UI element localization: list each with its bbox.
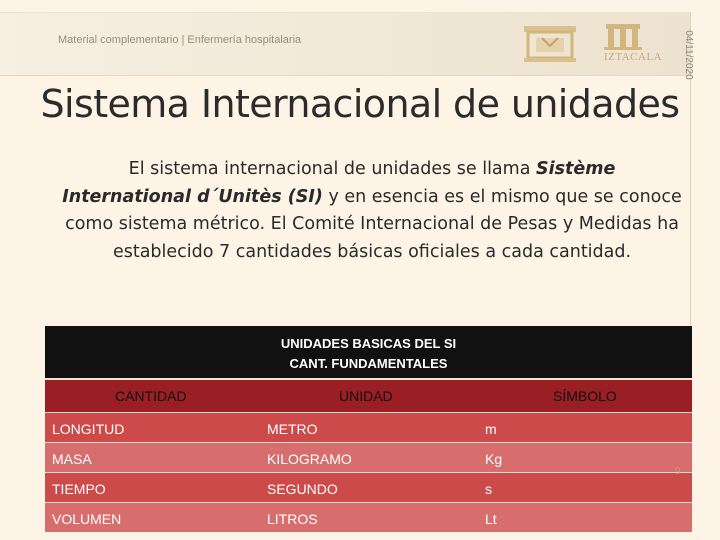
page-number: 9	[675, 466, 681, 477]
body-text-emphasis: Sistème International d´Unitès (SI)	[62, 159, 616, 207]
si-units-table	[45, 326, 692, 532]
table-row	[45, 472, 692, 502]
cell-unidad: SEGUNDO	[267, 481, 338, 497]
cell-simbolo: s	[485, 481, 492, 497]
cell-simbolo: m	[485, 421, 497, 437]
table-column-header	[45, 378, 692, 412]
cell-cantidad: LONGITUD	[52, 421, 125, 437]
iztacala-label: IZTACALA	[604, 51, 663, 63]
column-header-unidad: UNIDAD	[339, 388, 393, 404]
table-row	[45, 412, 692, 442]
table-title-line-2: CANT. FUNDAMENTALES	[289, 356, 448, 371]
table-title	[45, 326, 692, 378]
slide-date: 04/11/2020	[683, 30, 694, 80]
cell-simbolo: Lt	[485, 511, 497, 527]
cell-unidad: METRO	[267, 421, 318, 437]
body-text-part-1: El sistema internacional de unidades se llama	[128, 159, 536, 179]
table-title-line-1: UNIDADES BASICAS DEL SI	[280, 336, 457, 351]
cell-unidad: KILOGRAMO	[267, 451, 352, 467]
cell-simbolo: Kg	[485, 451, 503, 467]
cell-cantidad: TIEMPO	[52, 481, 106, 497]
slide-title: Sistema Internacional de unidades	[40, 82, 680, 126]
cell-cantidad: MASA	[52, 451, 92, 467]
table-row	[45, 502, 692, 532]
table-row	[45, 442, 692, 472]
body-text-part-2: y en esencia es el mismo que se conoce como sistema métrico. El Comité Internacional de Pesas y Medidas ha establecido 7 cantidades básicas oficiales a cada cantidad.	[65, 186, 682, 262]
cell-unidad: LITROS	[267, 511, 318, 527]
body-paragraph	[62, 156, 682, 266]
cell-cantidad: VOLUMEN	[52, 511, 122, 527]
column-header-simbolo: SÍMBOLO	[553, 388, 617, 404]
unam-logo-icon	[520, 20, 580, 64]
header-text: Material complementario | Enfermería hospitalaria	[58, 34, 302, 46]
column-header-cantidad: CANTIDAD	[115, 388, 187, 404]
